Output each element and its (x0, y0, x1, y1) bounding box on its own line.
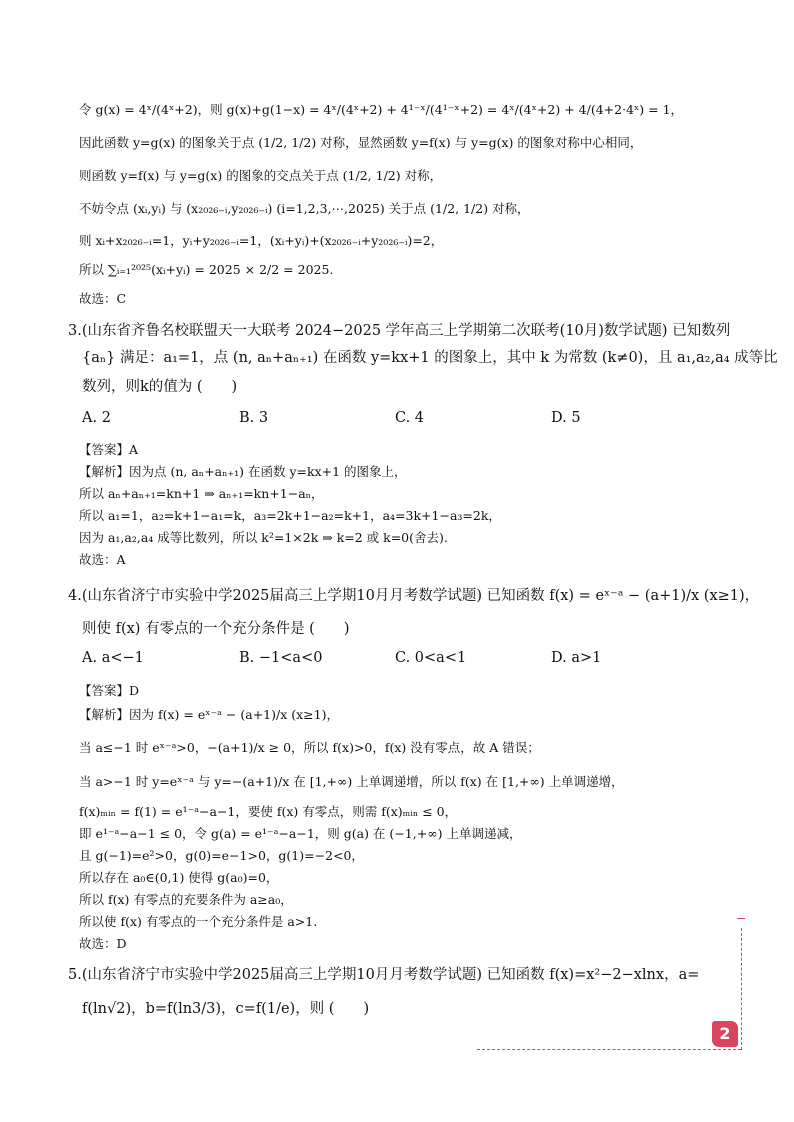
q3-sol-line-3: 所以 a₁=1，a₂=k+1−a₁=k，a₃=2k+1−a₂=k+1，a₄=3k+1−a₃=2k， (79, 508, 501, 523)
q3-option-c: C. 4 (395, 410, 425, 426)
q4-option-c: C. 0<a<1 (395, 650, 467, 666)
q4-stem-line-2: 则使 f(x) 有零点的一个充分条件是 ( ) (82, 621, 350, 637)
page-border-horizontal (477, 1049, 741, 1050)
q4-sol-line-5: 即 e¹⁻ᵃ−a−1 ≤ 0，令 g(a) = e¹⁻ᵃ−a−1，则 g(a) 在 (−1,+∞) 上单调递减， (79, 826, 522, 841)
q3-sol-answer: 故选：A (79, 552, 126, 567)
q3-answer: 【答案】A (79, 442, 139, 457)
q3-stem-line-1: 3.(山东省齐鲁名校联盟天一大联考 2024−2025 学年高三上学期第二次联考(10月)数学试题) 已知数列 (68, 323, 731, 339)
q3-stem-line-2: {aₙ} 满足：a₁=1，点 (n, aₙ+aₙ₊₁) 在函数 y=kx+1 的图象上，其中 k 为常数 (k≠0)，且 a₁,a₂,a₄ 成等比 (82, 350, 778, 366)
q4-sol-line-8: 所以 f(x) 有零点的充要条件为 a≥a₀， (79, 892, 293, 907)
q3-option-a: A. 2 (82, 410, 111, 426)
q4-sol-line-4: f(x)ₘᵢₙ = f(1) = e¹⁻ᵃ−a−1，要使 f(x) 有零点，则需 f(x)ₘᵢₙ ≤ 0， (79, 804, 458, 819)
q4-sol-line-7: 所以存在 a₀∈(0,1) 使得 g(a₀)=0， (79, 870, 279, 885)
q4-stem-line-1: 4.(山东省济宁市实验中学2025届高三上学期10月月考数学试题) 已知函数 f(x) = eˣ⁻ᵃ − (a+1)/x (x≥1)， (68, 588, 760, 604)
sol2-line-3: 则函数 y=f(x) 与 y=g(x) 的图象的交点关于点 (1/2, 1/2) 对称， (79, 168, 443, 183)
q4-sol-line-6: 且 g(−1)=e²>0，g(0)=e−1>0，g(1)=−2<0， (79, 848, 364, 863)
q5-stem-line-1: 5.(山东省济宁市实验中学2025届高三上学期10月月考数学试题) 已知函数 f(x)=x²−2−xlnx，a= (68, 967, 700, 983)
q4-sol-line-1: 【解析】因为 f(x) = eˣ⁻ᵃ − (a+1)/x (x≥1)， (79, 707, 339, 722)
page-number-badge: 2 (712, 1021, 738, 1047)
q4-sol-line-9: 所以使 f(x) 有零点的一个充分条件是 a>1. (79, 914, 318, 929)
q3-sol-line-1: 【解析】因为点 (n, aₙ+aₙ₊₁) 在函数 y=kx+1 的图象上， (79, 464, 407, 479)
q3-sol-line-4: 因为 a₁,a₂,a₄ 成等比数列，所以 k²=1×2k ⇒ k=2 或 k=0(舍去). (79, 530, 448, 545)
sol2-line-1: 令 g(x) = 4ˣ/(4ˣ+2)，则 g(x)+g(1−x) = 4ˣ/(4ˣ+2) + 4¹⁻ˣ/(4¹⁻ˣ+2) = 4ˣ/(4ˣ+2) + 4/(4+2·4ˣ) = 1， (79, 102, 684, 117)
q3-sol-line-2: 所以 aₙ+aₙ₊₁=kn+1 ⇒ aₙ₊₁=kn+1−aₙ， (79, 486, 324, 501)
q4-sol-answer: 故选：D (79, 936, 127, 951)
q3-option-d: D. 5 (551, 410, 581, 426)
q5-stem-line-2: f(ln√2)，b=f(ln3/3)，c=f(1/e)，则 ( ) (82, 1001, 370, 1017)
q4-option-a: A. a<−1 (82, 650, 144, 666)
q4-sol-line-3: 当 a>−1 时 y=eˣ⁻ᵃ 与 y=−(a+1)/x 在 [1,+∞) 上单调递增，所以 f(x) 在 [1,+∞) 上单调递增， (79, 774, 624, 789)
sol2-line-4: 不妨令点 (xᵢ,yᵢ) 与 (x₂₀₂₆₋ᵢ,y₂₀₂₆₋ᵢ) (i=1,2,3,⋯,2025) 关于点 (1/2, 1/2) 对称， (79, 201, 530, 216)
sol2-line-5: 则 xᵢ+x₂₀₂₆₋ᵢ=1，yᵢ+y₂₀₂₆₋ᵢ=1，(xᵢ+yᵢ)+(x₂₀₂₆₋ᵢ+y₂₀₂₆₋ᵢ)=2， (79, 233, 444, 248)
sol2-answer: 故选：C (79, 291, 127, 306)
q4-option-d: D. a>1 (551, 650, 602, 666)
sol2-line-2: 因此函数 y=g(x) 的图象关于点 (1/2, 1/2) 对称，显然函数 y=f(x) 与 y=g(x) 的图象对称中心相同， (79, 135, 643, 150)
page-border-tick (737, 918, 745, 919)
page-border-vertical (741, 928, 742, 1050)
q4-option-b: B. −1<a<0 (239, 650, 323, 666)
sol2-line-6: 所以 ∑ᵢ₌₁²⁰²⁵(xᵢ+yᵢ) = 2025 × 2/2 = 2025. (79, 262, 334, 277)
q4-sol-line-2: 当 a≤−1 时 eˣ⁻ᵃ>0，−(a+1)/x ≥ 0，所以 f(x)>0，f(x) 没有零点，故 A 错误； (79, 740, 540, 755)
q4-answer: 【答案】D (79, 683, 140, 698)
q3-option-b: B. 3 (239, 410, 269, 426)
q3-stem-line-3: 数列，则k的值为 ( ) (82, 379, 238, 395)
